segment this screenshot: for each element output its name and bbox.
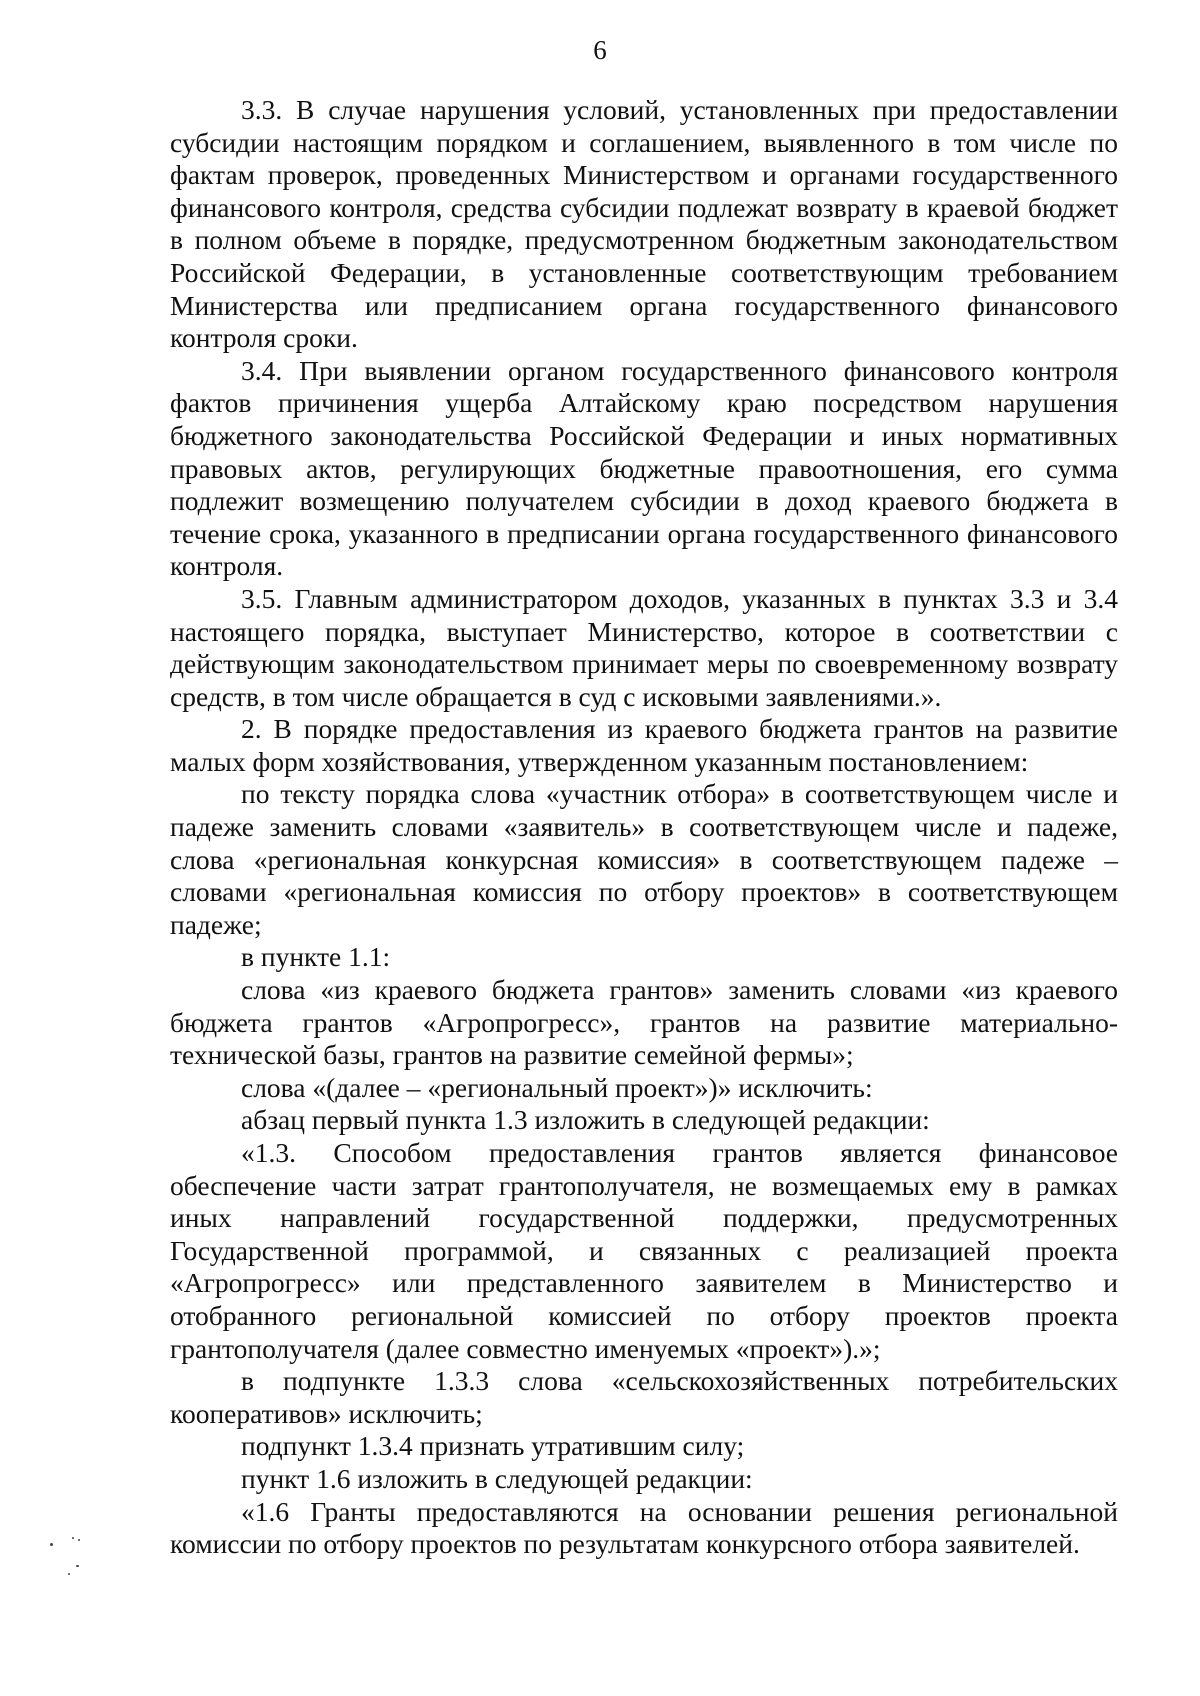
paragraph-2: 2. В порядке предоставления из краевого бюджета грантов на развитие малых форм хозяйствования, утвержденном указанным постановлением: (170, 713, 1118, 777)
scan-speck (78, 1539, 80, 1541)
paragraph-words-exclusion: слова «(далее – «региональный проект»)» исключить: (241, 1071, 873, 1103)
page-number: 6 (593, 35, 607, 65)
paragraph-clause-1-1: в пункте 1.1: (241, 941, 391, 973)
scan-speck (68, 1573, 70, 1575)
document-body (170, 94, 1118, 1561)
scan-specks (50, 1525, 100, 1580)
paragraph-clause-1-6-intro: пункт 1.6 изложить в следующей редакции: (241, 1462, 753, 1494)
paragraph-words-replacement: слова «из краевого бюджета грантов» заменить словами «из краевого бюджета грантов «Агропрогресс», грантов на развитие материально-технической базы, грантов на развитие семейной фермы»; (170, 974, 1118, 1071)
scan-speck (76, 1565, 79, 1567)
scan-speck (72, 1537, 74, 1539)
paragraph-3-5: 3.5. Главным администратором доходов, указанных в пунктах 3.3 и 3.4 настоящего порядка, выступает Министерство, которое в соответствии с действующим законодательством принимает меры по своевременному возврату средств, в том числе обращается в суд с исковыми заявлениями.». (170, 582, 1118, 712)
paragraph-text-replacement: по тексту порядка слова «участник отбора» в соответствующем числе и падеже заменить словами «заявитель» в соответствующем числе и падеже, слова «региональная конкурсная комиссия» в соответствующем падеже – словами «региональная комиссия по отбору проектов» в соответствующем падеже; (170, 778, 1118, 940)
paragraph-3-3: 3.3. В случае нарушения условий, установленных при предоставлении субсидии настоящим порядком и соглашением, выявленного в том числе по фактам проверок, проведенных Министерством и органами государственного финансового контроля, средства субсидии подлежат возврату в краевой бюджет в полном объеме в порядке, предусмотренном бюджетным законодательством Российской Федерации, в установленные соответствующим требованием Министерства или предписанием органа государственного финансового контроля сроки. (170, 94, 1118, 354)
scan-speck (50, 1543, 53, 1546)
paragraph-subclause-1-3-4: подпункт 1.3.4 признать утратившим силу; (241, 1430, 745, 1462)
paragraph-3-4: 3.4. При выявлении органом государственного финансового контроля фактов причинения ущерба Алтайскому краю посредством нарушения бюджетного законодательства Российской Федерации и иных нормативных правовых актов, регулирующих бюджетные правоотношения, его сумма подлежит возмещению получателем субсидии в доход краевого бюджета в течение срока, указанного в предписании органа государственного финансового контроля. (170, 354, 1118, 582)
paragraph-subclause-1-3-3: в подпункте 1.3.3 слова «сельскохозяйственных потребительских кооперативов» исключить; (170, 1365, 1118, 1429)
paragraph-clause-1-6: «1.6 Гранты предоставляются на основании решения региональной комиссии по отбору проектов по результатам конкурсного отбора заявителей. (170, 1495, 1118, 1560)
paragraph-clause-1-3: «1.3. Способом предоставления грантов является финансовое обеспечение части затрат грантополучателя, не возмещаемых ему в рамках иных направлений государственной поддержки, предусмотренных Государственной программой, и связанных с реализацией проекта «Агропрогресс» или представленного заявителем в Министерство и отобранного региональной комиссией по отбору проектов проекта грантополучателя (далее совместно именуемых «проект»).»; (170, 1137, 1118, 1364)
paragraph-clause-1-3-intro: абзац первый пункта 1.3 изложить в следующей редакции: (241, 1104, 930, 1136)
